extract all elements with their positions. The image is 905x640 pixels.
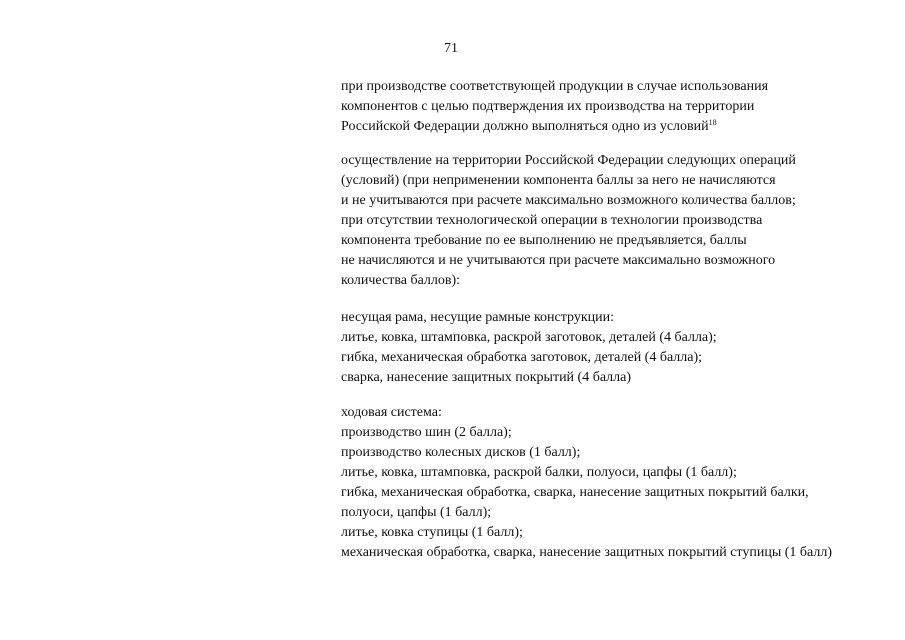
text-line: (условий) (при неприменении компонента баллы за него не начисляются [341,173,776,188]
list-item: литье, ковка ступицы (1 балл); [341,525,523,540]
conditions-paragraph [341,151,891,291]
text-line: при производстве соответствующей продукции в случае использования [341,79,769,94]
page-number: 71 [444,41,458,56]
text-line: количества баллов): [341,273,461,288]
section-heading: несущая рама, несущие рамные конструкции: [341,310,615,325]
list-item: производство шин (2 балла); [341,425,512,440]
text-line: не начисляются и не учитываются при расчете максимально возможного [341,253,776,268]
text-line: компонентов с целью подтверждения их производства на территории [341,99,755,114]
paragraph-spacer [341,388,891,403]
footnote-reference: 18 [708,118,717,127]
text-line-with-footnote [341,117,891,137]
list-item: литье, ковка, штамповка, раскрой балки, полуоси, цапфы (1 балл); [341,465,737,480]
text-line: при отсутствии технологической операции в технологии производства [341,213,763,228]
section-heading: ходовая система: [341,405,442,420]
paragraph-spacer [341,137,891,151]
list-item: гибка, механическая обработка, сварка, нанесение защитных покрытий балки, [341,485,809,500]
text-line: осуществление на территории Российской Федерации следующих операций [341,153,796,168]
list-item: полуоси, цапфы (1 балл); [341,505,492,520]
chassis-section [341,403,891,563]
frame-section [341,308,891,388]
paragraph-spacer [341,291,891,308]
text-line: и не учитываются при расчете максимально возможного количества баллов; [341,193,796,208]
text-line: компонента требование по ее выполнению не предъявляется, баллы [341,233,747,248]
list-item: гибка, механическая обработка заготовок, деталей (4 балла); [341,350,703,365]
list-item: механическая обработка, сварка, нанесение защитных покрытий ступицы (1 балл) [341,545,832,560]
list-item: литье, ковка, штамповка, раскрой заготовок, деталей (4 балла); [341,330,717,345]
list-item: производство колесных дисков (1 балл); [341,445,581,460]
intro-paragraph [341,77,891,137]
page-content [341,77,891,563]
list-item: сварка, нанесение защитных покрытий (4 балла) [341,370,632,385]
text-line: Российской Федерации должно выполняться одно из условий [341,119,709,134]
